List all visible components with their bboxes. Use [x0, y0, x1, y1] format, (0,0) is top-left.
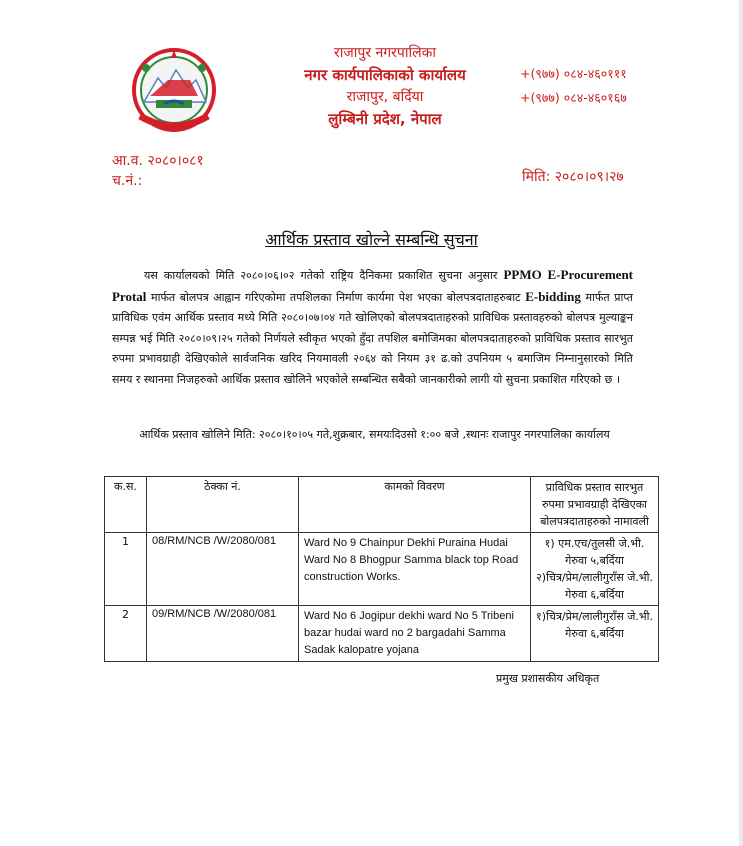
province-name: लुम्बिनी प्रदेश, नेपाल [328, 110, 442, 128]
fiscal-year: आ.व. २०८०।०८१ [112, 153, 204, 169]
row-contract: 08/RM/NCB /W/2080/081 [147, 533, 299, 606]
row-bidders [531, 606, 659, 662]
row-description: Ward No 6 Jogipur dekhi ward No 5 Tribeni bazar hudai ward no 2 bargadahi Samma Sadak kalopatre yojana [299, 606, 531, 662]
row-contract: 09/RM/NCB /W/2080/081 [147, 606, 299, 662]
notice-paragraph [112, 265, 633, 391]
phone-2: +(९७७) ०८४-४६०१६७ [520, 90, 627, 105]
portal-name: PPMO E-Procurement Protal [112, 267, 633, 304]
municipality-name: राजापुर नगरपालिका [334, 45, 436, 61]
col-sn: क.स. [105, 477, 147, 533]
dispatch-number: च.नं.: [112, 173, 143, 189]
col-description: कामको विवरण [299, 477, 531, 533]
bidder-entry: १) एम.एच/तुलसी जे.भी. गेरुवा ५,बर्दिया [544, 537, 645, 567]
bid-table [104, 476, 659, 662]
row-bidders [531, 533, 659, 606]
row-sn: 2 [105, 606, 147, 662]
reference-block [112, 151, 204, 191]
signatory-title: प्रमुख प्रशासकीय अधिकृत [496, 672, 600, 685]
bidder-entry: १)चित्र/प्रेम/लालीगुराँस जे.भी. गेरुवा ६,बर्दिया [536, 610, 653, 640]
nepal-government-emblem-icon [128, 44, 220, 134]
opening-schedule: आर्थिक प्रस्ताव खोलिने मिति: २०८०।१०।०५ गते,शुक्रबार, समयःदिउसो १:०० बजे ,स्थानः राजापुर नगरपालिका कार्यालय [139, 428, 610, 441]
body-text-1: यस कार्यालयको मिति २०८०।०६।०२ गतेको राष्ट्रिय दैनिकमा प्रकाशित सुचना अनुसार [144, 269, 504, 282]
phone-numbers [520, 62, 627, 110]
office-location: राजापुर, बर्दिया [346, 89, 424, 105]
ebidding-term: E-bidding [525, 288, 581, 304]
notice-body [112, 265, 633, 391]
phone-1: +(९७७) ०८४-४६०१११ [520, 66, 627, 81]
body-text-3: मार्फत प्राप्त प्राविधिक एवंम आर्थिक प्रस्ताव मध्ये मिति २०८०।०७।०४ गते खोलिएको बोलपत्रदाताहरुको प्राविधिक प्रस्तावहरुको बोलपत्र मुल्याङ्कन सम्पन्न भई मिति २०८०।०९।२५ गतेको निर्णयले स्वीकृत भएको हुँदा तपशिल बमोजिमका बोलपत्रदाताहरुको प्राविधिक प्रस्ताव सारभुत रुपमा प्रभावग्राही देखिएकोले सार्वजनिक खरिद नियमावली २०६४ को नियम ३१ ढ.को उपनियम ५ बमाजिम निम्नानुसारको मिति समय र स्थानमा निजहरुको आर्थिक प्रस्ताव खोलिने भएकोले सम्बन्धित सबैको जानकारीको लागी यो सुचना प्रकाशित गरिएको छ । [112, 290, 634, 386]
row-sn: 1 [105, 533, 147, 606]
table-row [105, 606, 659, 662]
bidder-entry: २)चित्र/प्रेम/लालीगुराँस जे.भी. गेरुवा ६,बर्दिया [536, 571, 653, 601]
page-edge [739, 0, 743, 846]
body-text-2: मार्फत बोलपत्र आह्वान गरिएकोमा तपशिलका निर्माण कार्यमा पेश भएका बोलपत्रदाताहरुबाट [146, 290, 526, 304]
table-header-row [105, 477, 659, 533]
notice-title: आर्थिक प्रस्ताव खोल्ने सम्बन्धि सुचना [265, 230, 478, 249]
row-description: Ward No 9 Chainpur Dekhi Puraina Hudai Ward No 8 Bhogpur Samma black top Road construction Works. [299, 533, 531, 606]
letter-date: मिति: २०८०।०९।२७ [522, 169, 624, 185]
table-row [105, 533, 659, 606]
col-bidders: प्राविधिक प्रस्ताव सारभुत रुपमा प्रभावग्राही देखिएका बोलपत्रदाताहरुको नामावली [531, 477, 659, 533]
col-contract: ठेक्का नं. [147, 477, 299, 533]
office-name: नगर कार्यपालिकाको कार्यालय [304, 66, 466, 84]
letterhead [255, 42, 515, 130]
notice-title-wrap [0, 228, 743, 250]
